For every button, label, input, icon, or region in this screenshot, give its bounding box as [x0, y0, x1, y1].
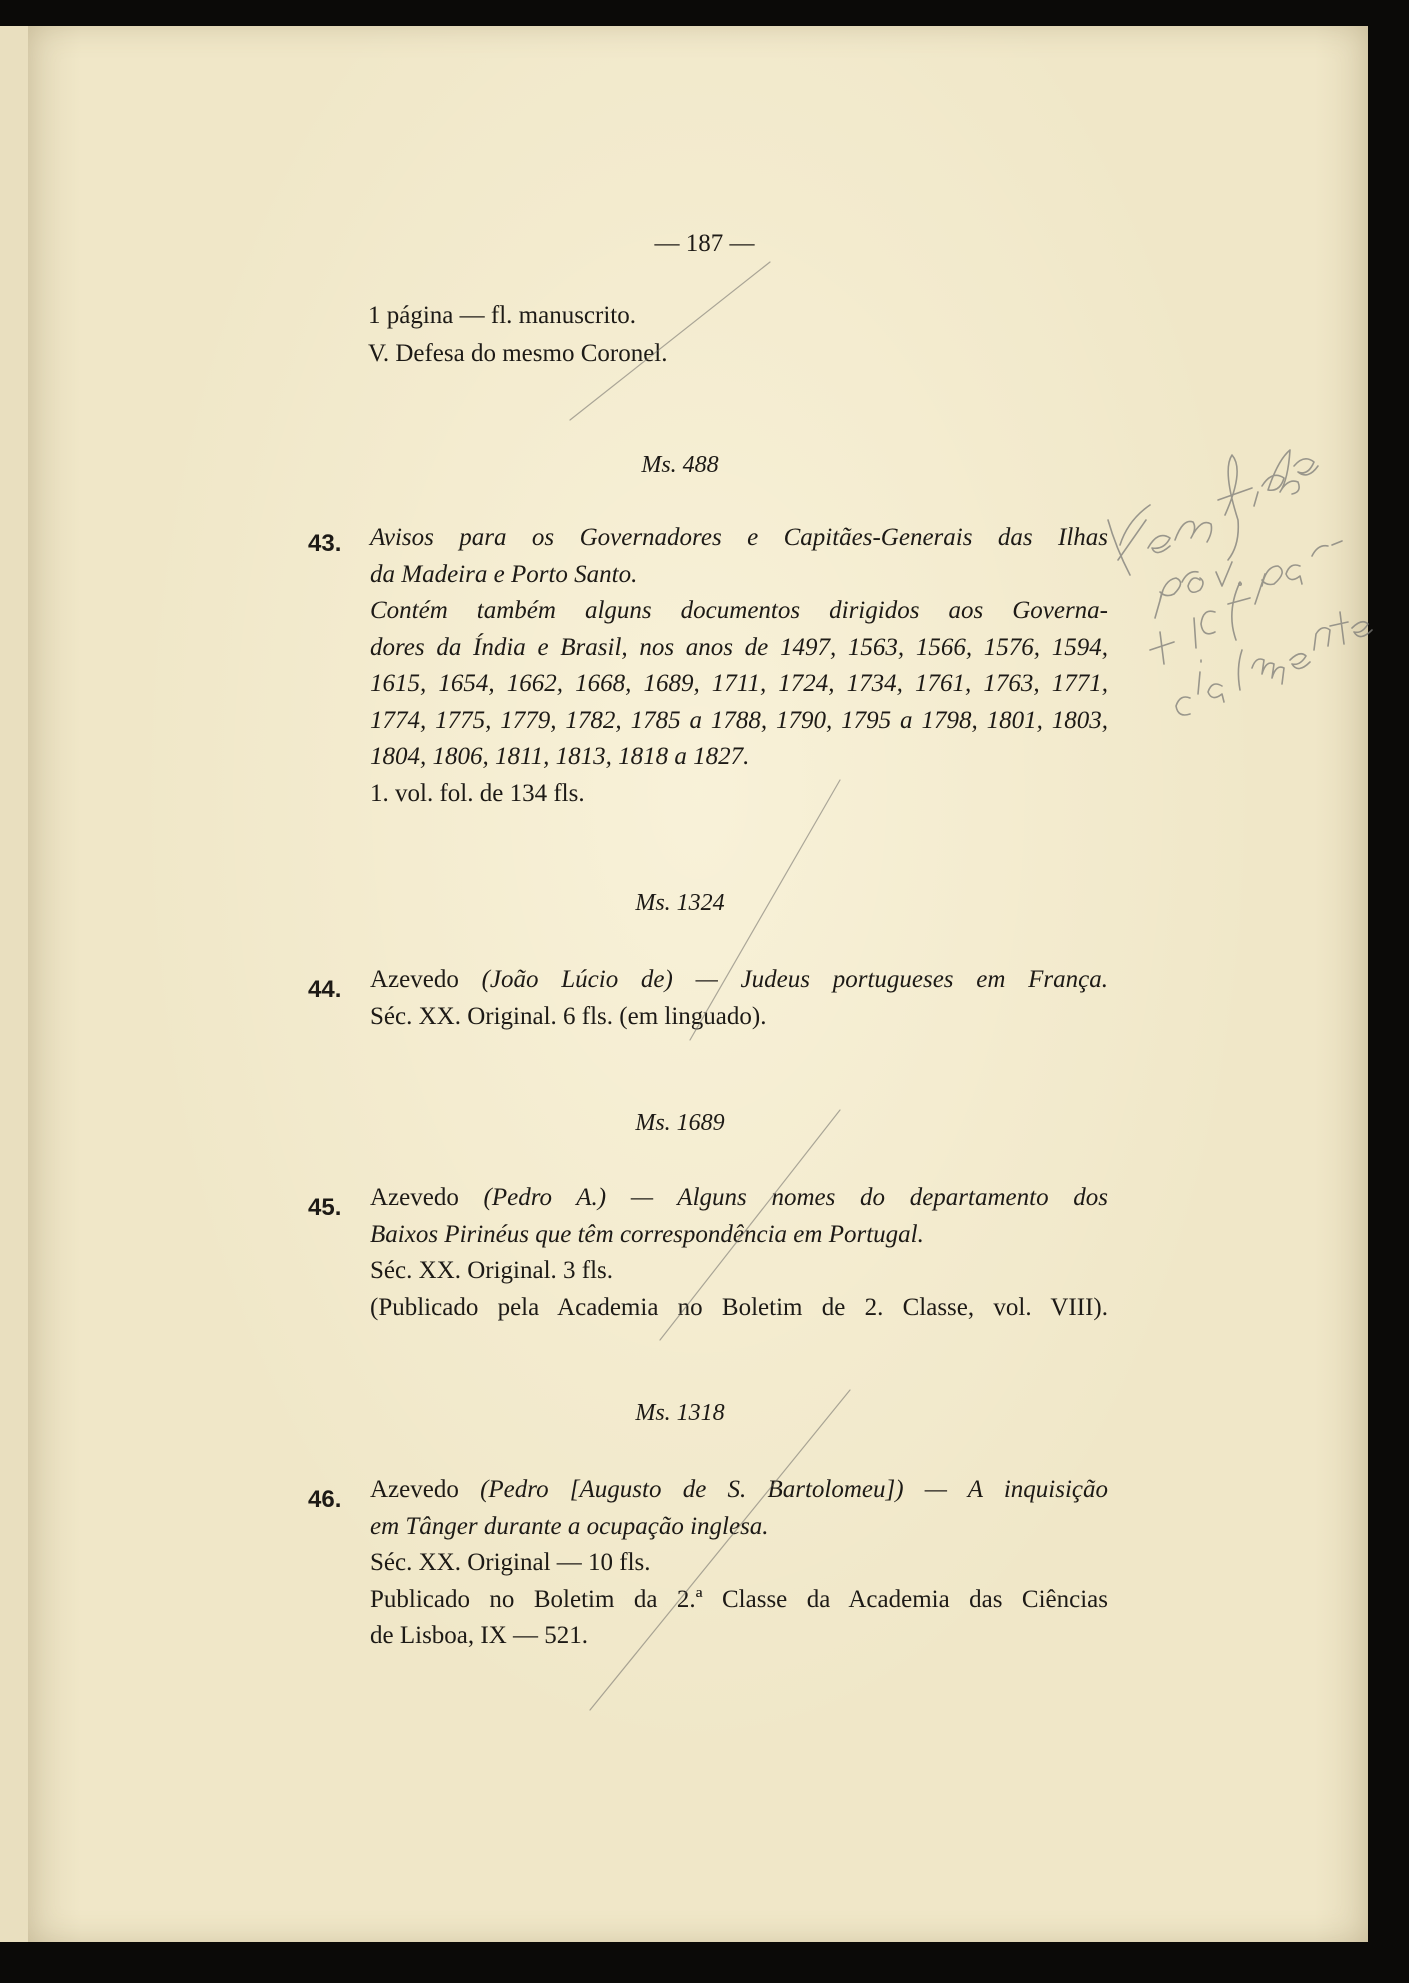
- entry-45-line: Azevedo (Pedro A.) — Alguns nomes do departamento dos: [370, 1184, 1109, 1211]
- shelf-mark-43: Ms. 488: [641, 452, 719, 478]
- entry-43-line: 1774, 1775, 1779, 1782, 1785 a 1788, 1790, 1795 a 1798, 1801, 1803,: [370, 706, 1108, 734]
- entry-number-44: 44.: [308, 976, 342, 1003]
- entry-43-line: 1615, 1654, 1662, 1668, 1689, 1711, 1724, 1734, 1761, 1763, 1771,: [370, 670, 1108, 697]
- entry-45-line: Séc. XX. Original. 3 fls.: [370, 1257, 614, 1284]
- pencil-line: [590, 1390, 850, 1710]
- entry-46-line: Publicado no Boletim da 2.ª Classe da Academia das Ciências: [370, 1585, 1108, 1613]
- shelf-mark-46: Ms. 1318: [635, 1400, 725, 1426]
- intro-line-1: 1 página — fl. manuscrito.: [368, 302, 636, 329]
- handwritten-note-icon: [1108, 450, 1372, 715]
- pencil-line: [660, 1110, 840, 1340]
- entry-43-line: dores da Índia e Brasil, nos anos de 1497, 1563, 1566, 1576, 1594,: [370, 633, 1108, 661]
- entry-46-line: de Lisboa, IX — 521.: [370, 1622, 589, 1649]
- pencil-line: [690, 780, 840, 1040]
- entry-45-line: Baixos Pirinéus que têm correspondência em Portugal.: [370, 1220, 924, 1248]
- entry-number-43: 43.: [308, 530, 342, 557]
- entry-number-46: 46.: [308, 1486, 342, 1513]
- entry-46-line: Azevedo (Pedro [Augusto de S. Bartolomeu]) — A inquisição: [370, 1476, 1109, 1503]
- entry-46-line: Séc. XX. Original — 10 fls.: [370, 1549, 651, 1576]
- intro-line-2: V. Defesa do mesmo Coronel.: [368, 340, 668, 367]
- entry-43-line: 1. vol. fol. de 134 fls.: [370, 779, 585, 807]
- shelf-mark-44: Ms. 1324: [635, 890, 725, 916]
- shelf-mark-45: Ms. 1689: [635, 1110, 725, 1136]
- entry-43-line: Contém também alguns documentos dirigidos aos Governa-: [370, 597, 1108, 624]
- pencil-line: [570, 262, 770, 420]
- entry-46-line: em Tânger durante a ocupação inglesa.: [370, 1512, 769, 1540]
- entry-44-line: Azevedo (João Lúcio de) — Judeus portugueses em França.: [370, 966, 1109, 993]
- page-number: — 187 —: [654, 230, 755, 257]
- entry-43-line: da Madeira e Porto Santo.: [370, 560, 638, 588]
- entry-43-line: Avisos para os Governadores e Capitães-Generais das Ilhas: [370, 524, 1108, 551]
- entry-number-45: 45.: [308, 1194, 342, 1221]
- entry-43-line: 1804, 1806, 1811, 1813, 1818 a 1827.: [370, 743, 750, 770]
- entry-45-line: (Publicado pela Academia no Boletim de 2. Classe, vol. VIII).: [370, 1293, 1108, 1321]
- entry-44-line: Séc. XX. Original. 6 fls. (em linguado).: [370, 1002, 767, 1030]
